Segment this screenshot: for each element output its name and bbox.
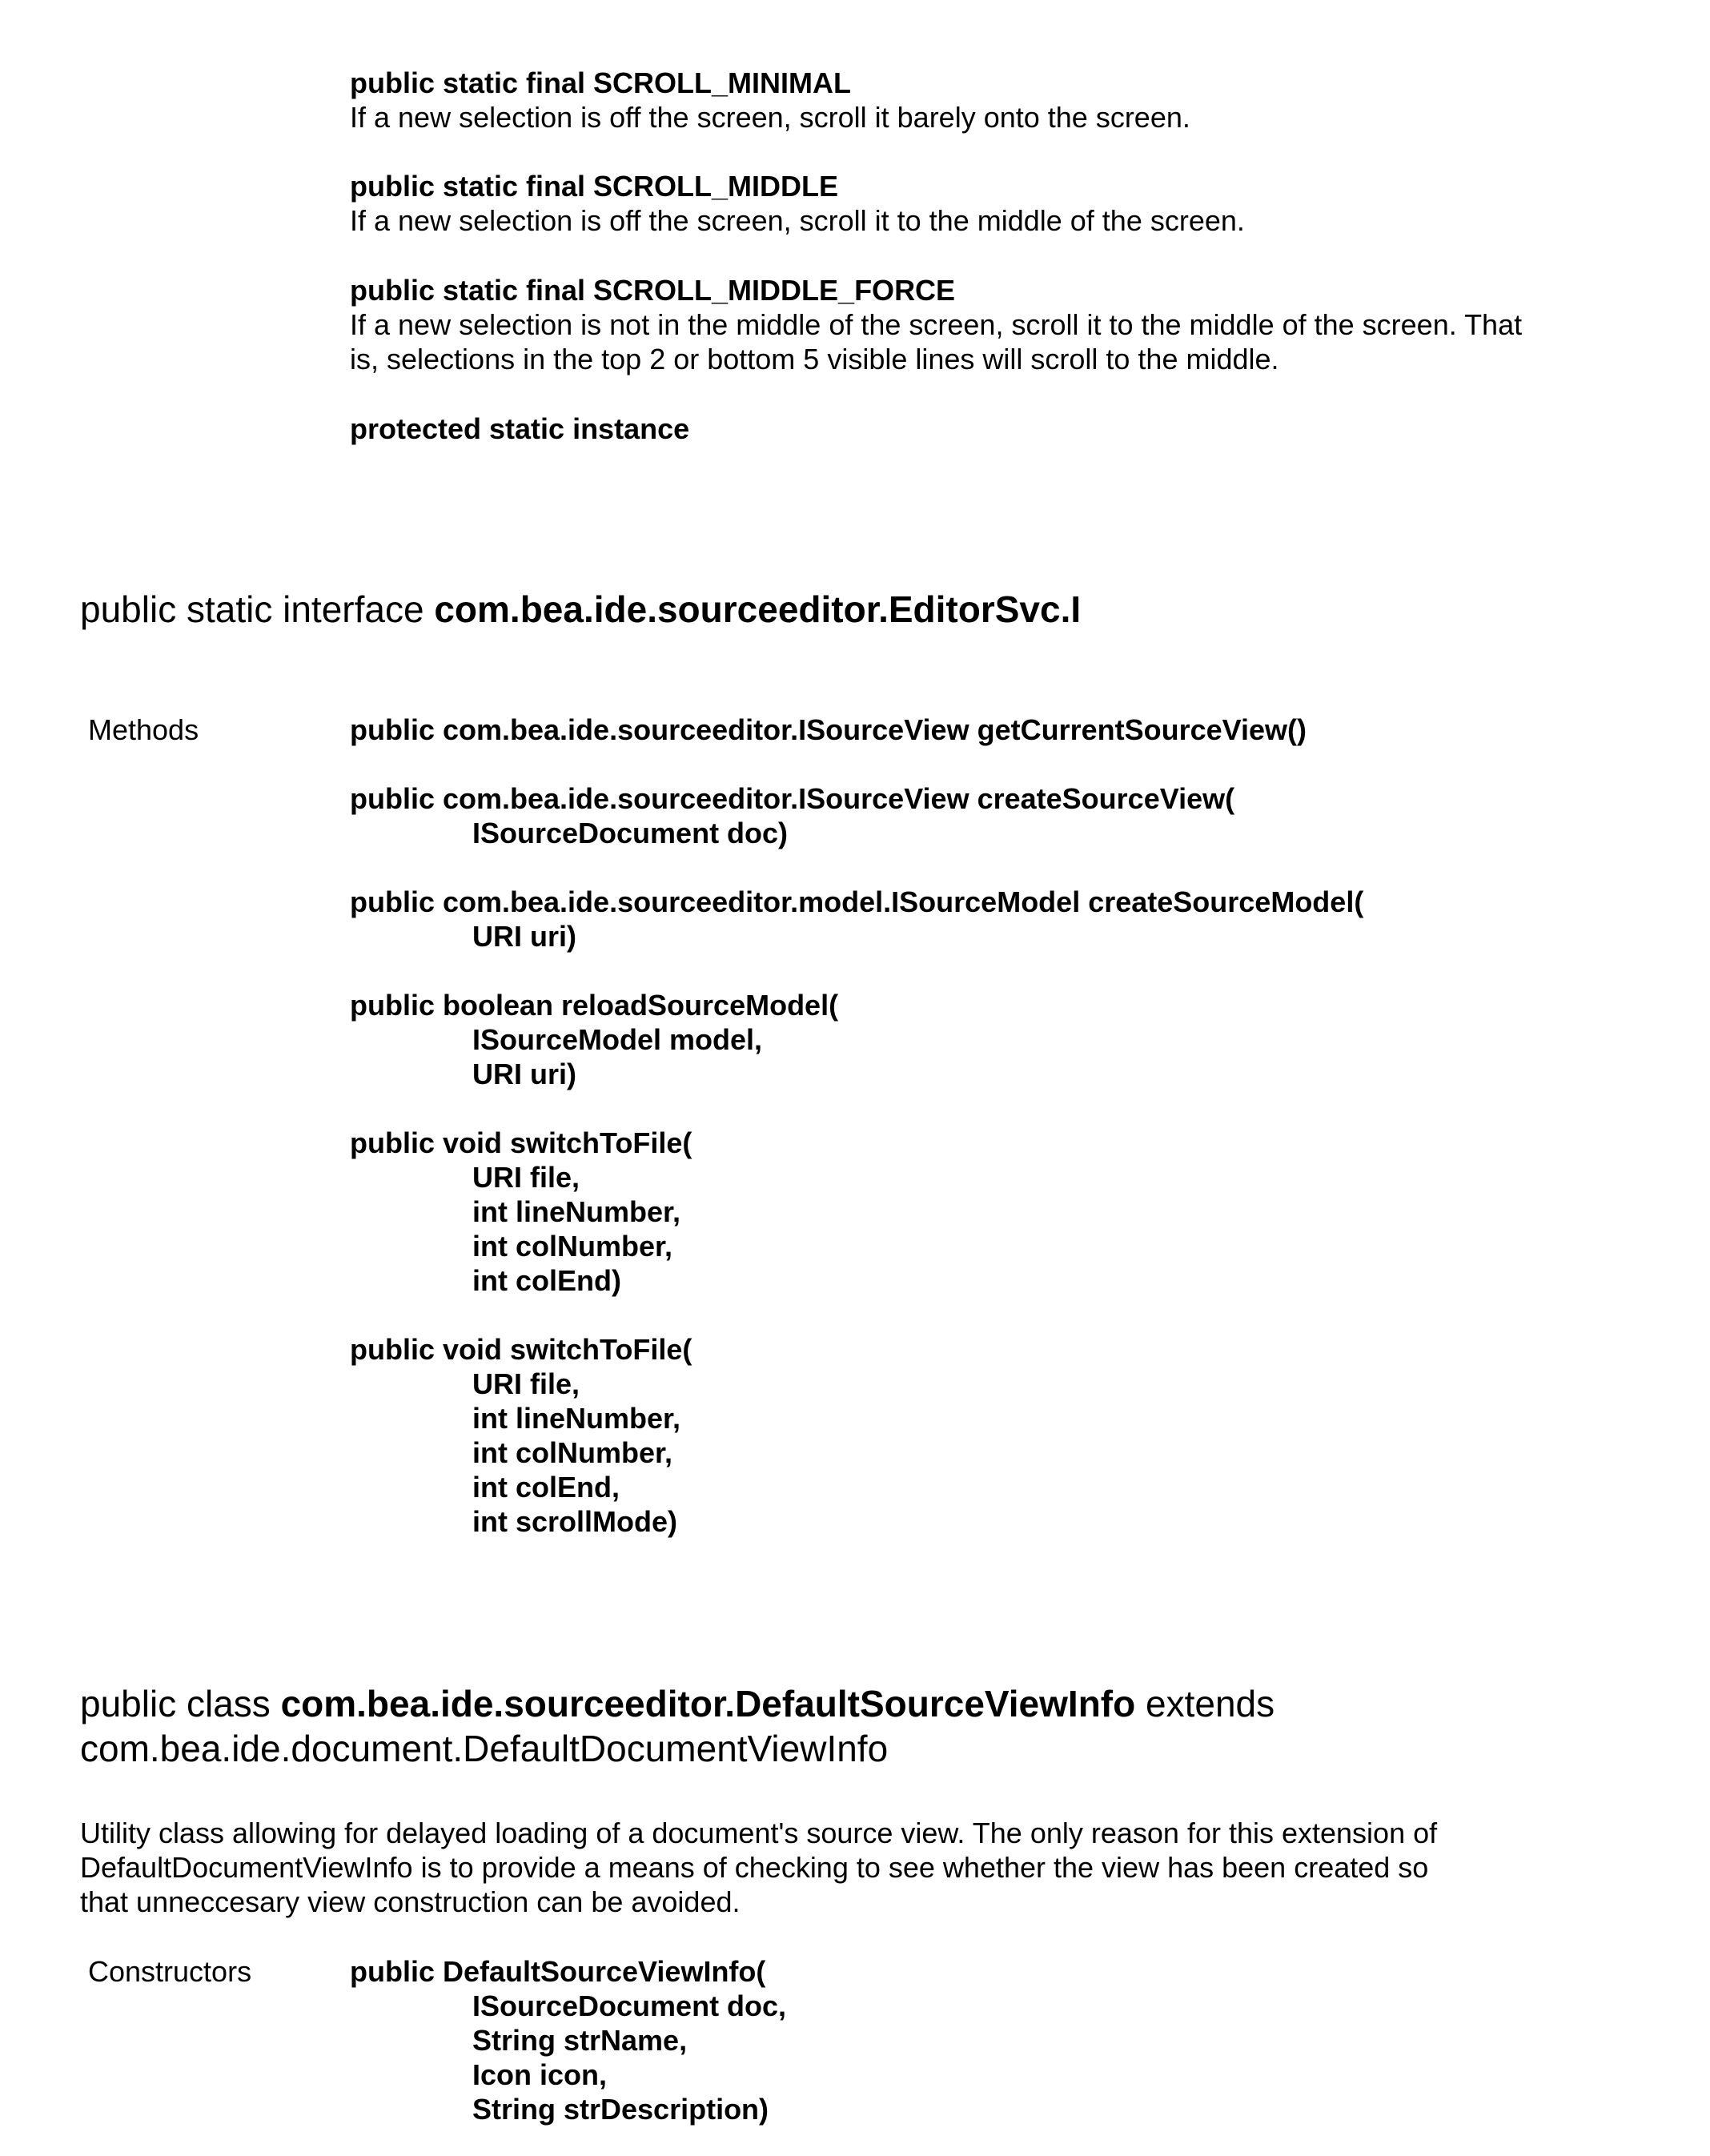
interface-heading-name: com.bea.ide.sourceeditor.EditorSvc.I bbox=[434, 588, 1082, 630]
constructors-label: Constructors bbox=[88, 1955, 252, 1988]
method-param: ISourceModel model, bbox=[472, 1023, 763, 1056]
class-heading bbox=[80, 1681, 1274, 1726]
class-description-line2: DefaultDocumentViewInfo is to provide a means of checking to see whether the view has been created so bbox=[80, 1851, 1429, 1884]
method-param: int lineNumber, bbox=[472, 1195, 681, 1228]
method-param: URI file, bbox=[472, 1367, 580, 1400]
field-scroll-middle-description: If a new selection is off the screen, scroll it to the middle of the screen. bbox=[350, 204, 1245, 237]
field-scroll-minimal-description: If a new selection is off the screen, scroll it barely onto the screen. bbox=[350, 101, 1190, 134]
field-scroll-middle-force-description-line1: If a new selection is not in the middle of the screen, scroll it to the middle of the screen. That bbox=[350, 308, 1523, 341]
interface-heading-prefix: public static interface bbox=[80, 588, 435, 630]
method-param: URI file, bbox=[472, 1161, 580, 1194]
method-param: int colEnd) bbox=[472, 1264, 621, 1297]
class-heading-superclass: com.bea.ide.document.DefaultDocumentViewInfo bbox=[80, 1728, 889, 1769]
method-param: int scrollMode) bbox=[472, 1505, 678, 1538]
class-heading-extends: extends bbox=[1135, 1683, 1275, 1724]
method-param: int colNumber, bbox=[472, 1436, 673, 1469]
constructor-param: Icon icon, bbox=[472, 2058, 608, 2091]
class-heading-name: com.bea.ide.sourceeditor.DefaultSourceViewInfo bbox=[280, 1683, 1136, 1724]
class-heading-prefix: public class bbox=[80, 1683, 281, 1724]
class-description-line1: Utility class allowing for delayed loading of a document's source view. The only reason for this extension of bbox=[80, 1817, 1438, 1849]
method-create-source-model: public com.bea.ide.sourceeditor.model.ISourceModel createSourceModel( bbox=[350, 885, 1364, 918]
interface-heading bbox=[80, 587, 1081, 632]
method-param: URI uri) bbox=[472, 920, 576, 953]
method-create-source-view: public com.bea.ide.sourceeditor.ISourceView createSourceView( bbox=[350, 782, 1235, 815]
field-scroll-middle-force-signature: public static final SCROLL_MIDDLE_FORCE bbox=[350, 274, 956, 307]
method-param: int lineNumber, bbox=[472, 1402, 681, 1435]
method-switch-to-file-1: public void switchToFile( bbox=[350, 1126, 692, 1159]
method-get-current-source-view: public com.bea.ide.sourceeditor.ISourceView getCurrentSourceView() bbox=[350, 713, 1307, 746]
methods-label: Methods bbox=[88, 713, 199, 746]
constructor-param: String strName, bbox=[472, 2024, 688, 2057]
constructor-param: String strDescription) bbox=[472, 2093, 769, 2126]
method-reload-source-model: public boolean reloadSourceModel( bbox=[350, 989, 839, 1022]
method-param: URI uri) bbox=[472, 1058, 576, 1090]
field-scroll-middle-signature: public static final SCROLL_MIDDLE bbox=[350, 170, 839, 203]
method-param: int colNumber, bbox=[472, 1230, 673, 1263]
method-switch-to-file-2: public void switchToFile( bbox=[350, 1333, 692, 1366]
constructor-signature: public DefaultSourceViewInfo( bbox=[350, 1955, 766, 1988]
constructor-param: ISourceDocument doc, bbox=[472, 1989, 787, 2022]
method-param: ISourceDocument doc) bbox=[472, 817, 789, 849]
field-scroll-minimal-signature: public static final SCROLL_MINIMAL bbox=[350, 66, 852, 99]
method-param: int colEnd, bbox=[472, 1471, 620, 1504]
class-description-line3: that unneccesary view construction can be avoided. bbox=[80, 1885, 741, 1918]
field-protected-instance-signature: protected static instance bbox=[350, 412, 690, 445]
field-scroll-middle-force-description-line2: is, selections in the top 2 or bottom 5 visible lines will scroll to the middle. bbox=[350, 343, 1279, 375]
